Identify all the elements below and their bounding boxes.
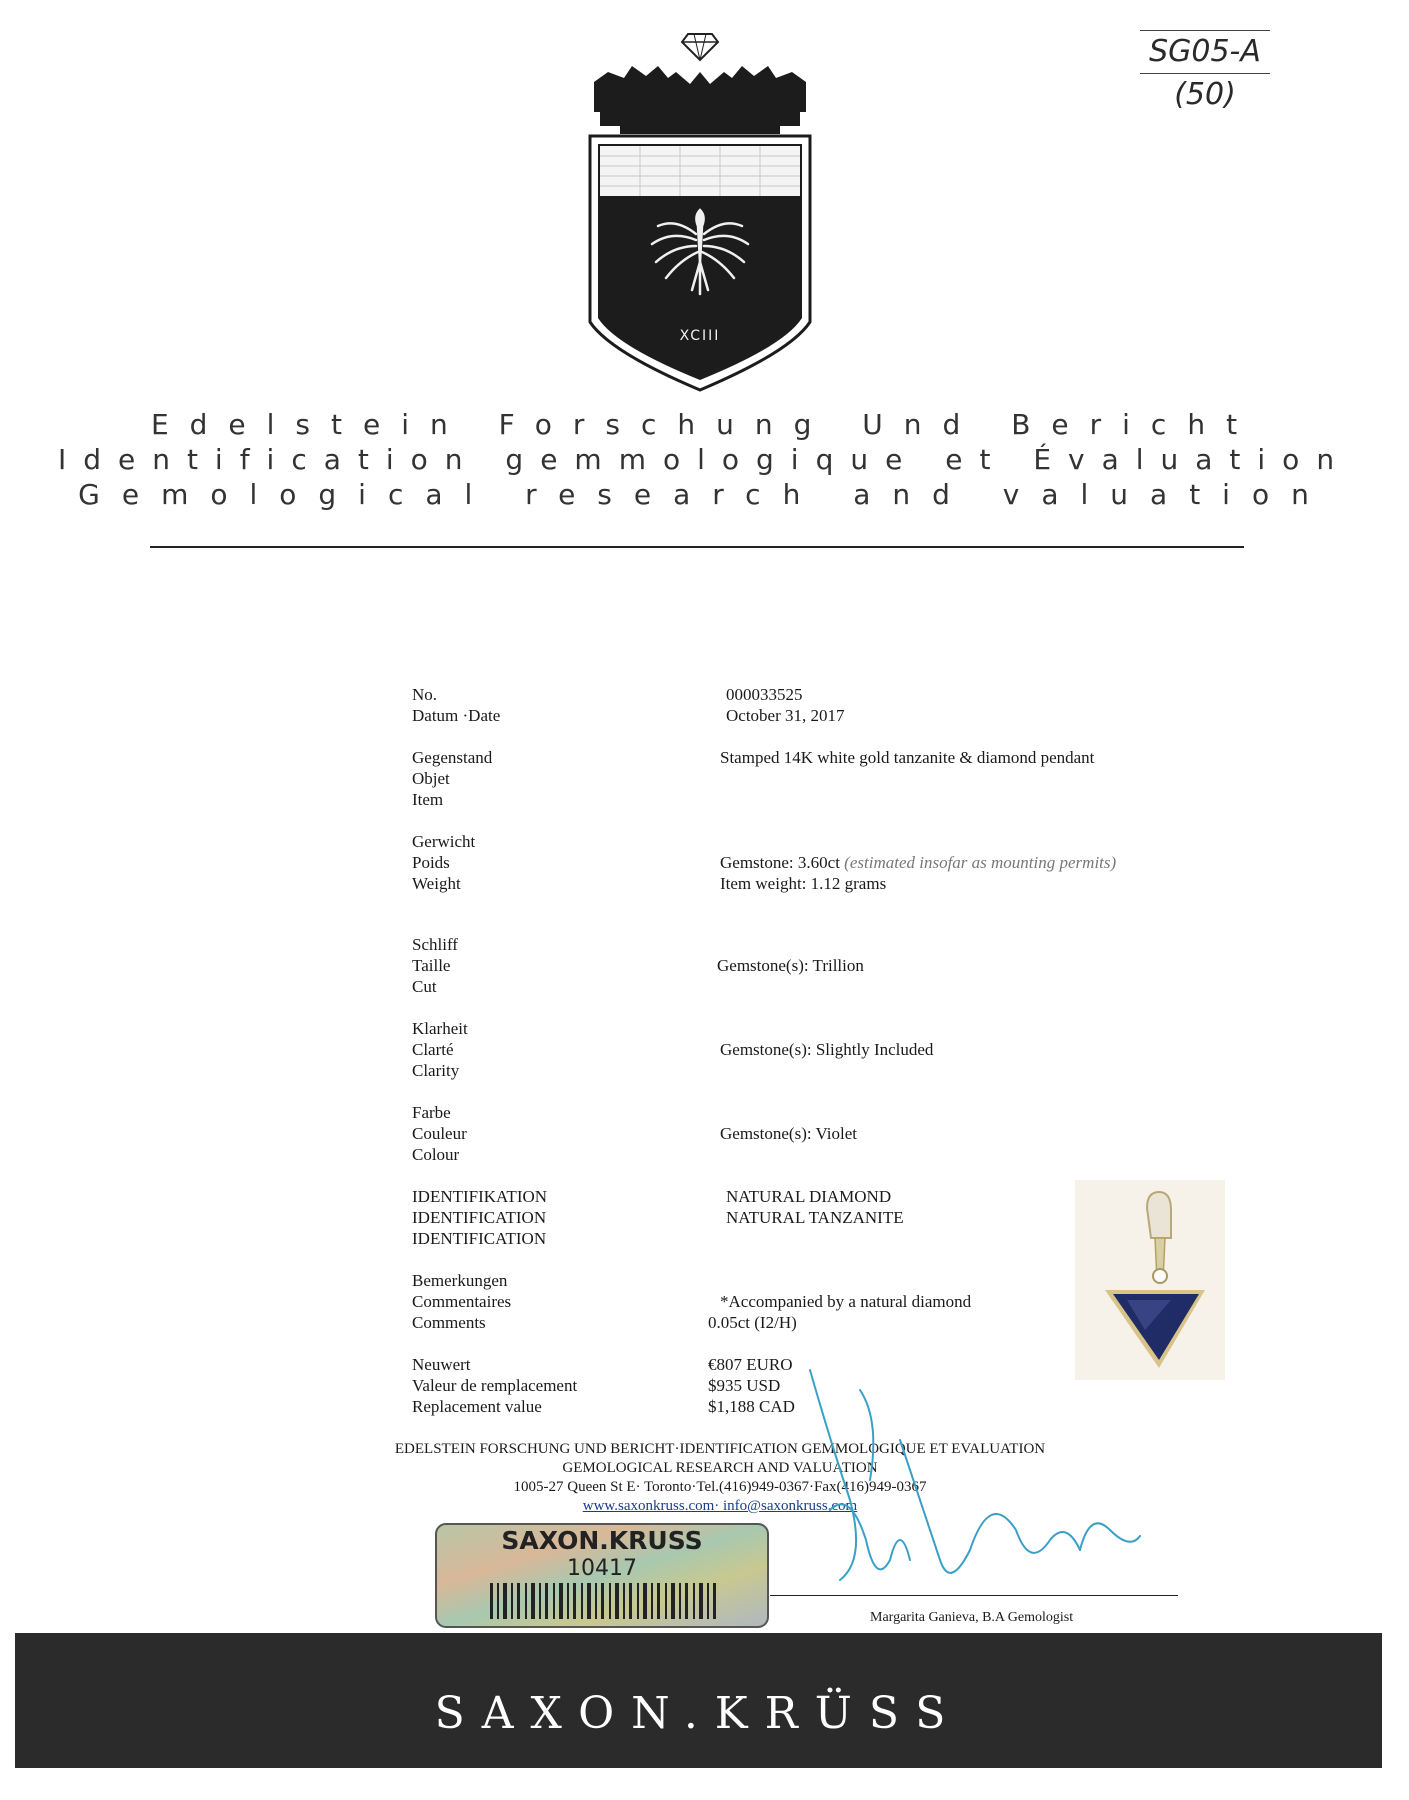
identification-label-fr: IDENTIFICATION bbox=[412, 1208, 547, 1227]
signer-name: Margarita Ganieva, B.A Gemologist bbox=[870, 1610, 1074, 1625]
weight-gemstone-carat: Gemstone: 3.60ct bbox=[720, 853, 840, 872]
header-divider bbox=[150, 546, 1244, 548]
date-label: Datum ·Date bbox=[412, 706, 501, 725]
crest-roman-numeral: XCIII bbox=[679, 328, 721, 344]
value-euro: €807 EURO bbox=[708, 1355, 793, 1374]
item-label-de: Gegenstand bbox=[412, 748, 493, 767]
handwritten-note-line2: (50) bbox=[1174, 77, 1236, 112]
identification-label-en: IDENTIFICATION bbox=[412, 1229, 547, 1248]
weight-label-en: Weight bbox=[412, 874, 461, 893]
weight-gemstone-value bbox=[720, 852, 1116, 873]
clarity-label-de: Klarheit bbox=[412, 1019, 468, 1038]
heading-french: Identification gemmologique et Évaluation bbox=[57, 443, 1352, 476]
clarity-label-en: Clarity bbox=[412, 1061, 460, 1080]
weight-label-de: Gerwicht bbox=[412, 832, 476, 851]
value-label-fr: Valeur de remplacement bbox=[412, 1376, 578, 1395]
comments-label-de: Bemerkungen bbox=[412, 1271, 508, 1290]
value-label-en: Replacement value bbox=[412, 1397, 542, 1416]
comments-label-en: Comments bbox=[412, 1313, 486, 1332]
cut-value: Gemstone(s): Trillion bbox=[717, 956, 864, 975]
item-label-fr: Objet bbox=[412, 769, 450, 788]
hologram-serial-number: 10417 bbox=[567, 1556, 637, 1581]
value-cad: $1,188 CAD bbox=[708, 1397, 795, 1416]
footer-address-line: 1005-27 Queen St E· Toronto·Tel.(416)949-0367·Fax(416)949-0367 bbox=[513, 1479, 927, 1495]
handwritten-signature bbox=[770, 1360, 1150, 1610]
clarity-value: Gemstone(s): Slightly Included bbox=[720, 1040, 934, 1059]
clarity-label-fr: Clarté bbox=[412, 1040, 454, 1059]
comments-value-line2: 0.05ct (I2/H) bbox=[708, 1313, 797, 1332]
weight-label-fr: Poids bbox=[412, 853, 450, 872]
handwritten-reference-note bbox=[1140, 30, 1270, 116]
brand-wordmark: SAXON.KRÜSS bbox=[434, 1688, 963, 1739]
cut-label-de: Schliff bbox=[412, 935, 458, 954]
value-usd: $935 USD bbox=[708, 1376, 781, 1395]
colour-value: Gemstone(s): Violet bbox=[720, 1124, 858, 1143]
footer-subtitle-line: GEMOLOGICAL RESEARCH AND VALUATION bbox=[562, 1460, 878, 1476]
hologram-brand: SAXON.KRUSS bbox=[501, 1526, 703, 1555]
footer-web-email-link[interactable]: www.saxonkruss.com· info@saxonkruss.com bbox=[582, 1498, 858, 1514]
identification-value-diamond: NATURAL DIAMOND bbox=[726, 1187, 892, 1206]
number-label: No. bbox=[412, 685, 438, 704]
value-label-de: Neuwert bbox=[412, 1355, 471, 1374]
item-value: Stamped 14K white gold tanzanite & diamond pendant bbox=[720, 748, 1095, 767]
item-weight-value: Item weight: 1.12 grams bbox=[720, 874, 887, 893]
signature-line bbox=[770, 1595, 1178, 1596]
heading-german: Edelstein Forschung Und Bericht bbox=[150, 408, 1259, 441]
heading-english: Gemological research and valuation bbox=[78, 478, 1331, 511]
footer-company-line: EDELSTEIN FORSCHUNG UND BERICHT·IDENTIFICATION GEMMOLOGIQUE ET EVALUATION bbox=[394, 1441, 1046, 1457]
comments-value-line1: *Accompanied by a natural diamond bbox=[720, 1292, 972, 1311]
colour-label-en: Colour bbox=[412, 1145, 460, 1164]
crest-logo bbox=[580, 22, 820, 392]
number-value: 000033525 bbox=[726, 685, 803, 704]
date-value: October 31, 2017 bbox=[726, 706, 845, 725]
pendant-photo bbox=[1075, 1180, 1225, 1380]
cut-label-fr: Taille bbox=[412, 956, 451, 975]
weight-estimate-note: (estimated insofar as mounting permits) bbox=[844, 853, 1117, 872]
colour-label-de: Farbe bbox=[412, 1103, 451, 1122]
item-label-en: Item bbox=[412, 790, 444, 809]
cut-label-en: Cut bbox=[412, 977, 437, 996]
identification-label-de: IDENTIFIKATION bbox=[412, 1187, 548, 1206]
identification-value-tanzanite: NATURAL TANZANITE bbox=[726, 1208, 904, 1227]
comments-label-fr: Commentaires bbox=[412, 1292, 512, 1311]
colour-label-fr: Couleur bbox=[412, 1124, 467, 1143]
diamond-icon bbox=[682, 34, 718, 60]
handwritten-note-line1: SG05-A bbox=[1140, 30, 1270, 74]
